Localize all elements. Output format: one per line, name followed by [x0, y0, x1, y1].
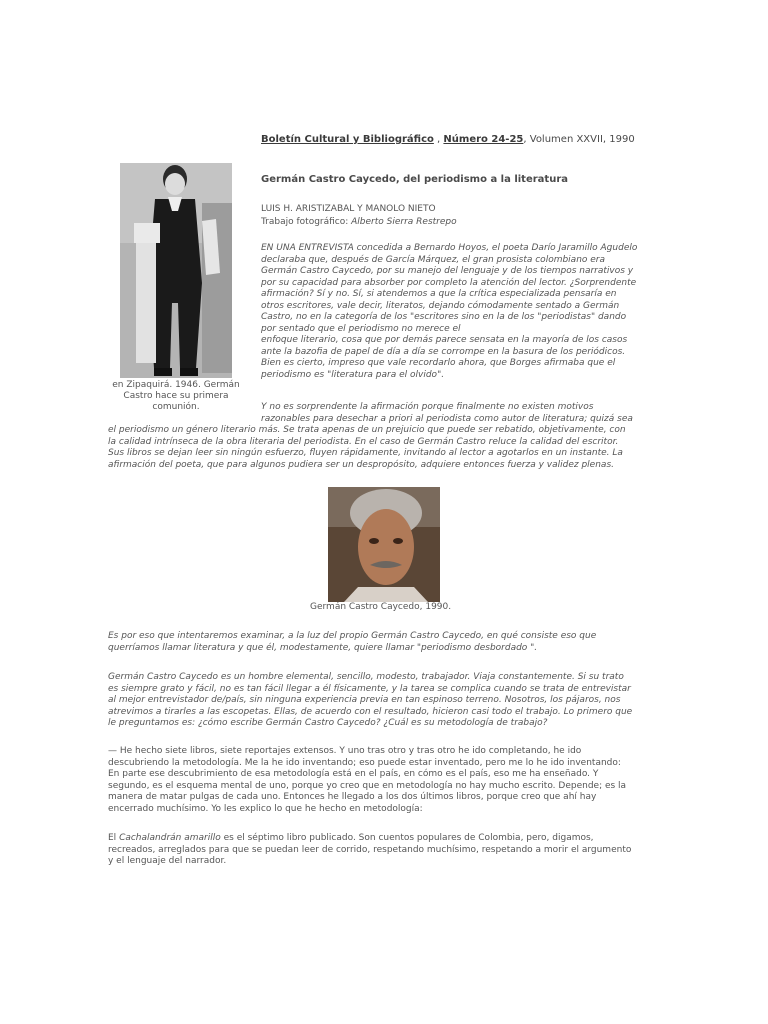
- paragraph-5: [108, 746, 626, 815]
- portrait-caption: Germán Castro Caycedo, 1990.: [310, 602, 452, 612]
- paragraph-6-line: y el lenguaje del narrador.: [108, 856, 227, 866]
- paragraph-6-line: recreados, arreglados para que se puedan leer de corrido, respetando muchísimo, respetando a morir el argumento: [108, 844, 632, 855]
- paragraph-2-line: razonables para desechar a priori al periodista como autor de literatura; quizá sea: [261, 413, 633, 424]
- portrait-photo-image: [328, 487, 440, 602]
- paragraph-1-line: periodismo es "literatura para el olvido".: [261, 369, 445, 380]
- paragraph-2-line: la calidad intrínseca de la obra literaria del periodista. En el caso de Germán Castro reluce la calidad del escritor.: [108, 436, 619, 447]
- paragraph-3-line: Es por eso que intentaremos examinar, a la luz del propio Germán Castro Caycedo, en qué consiste eso que: [108, 631, 597, 641]
- paragraph-5-line: descubriendo la metodología. Me la he ido inventando; eso puede estar inventado, pero me lo he ido inventando:: [108, 757, 621, 768]
- article-title: Germán Castro Caycedo, del periodismo a la literatura: [261, 174, 569, 185]
- paragraph-1-line: Germán Castro Caycedo, por su manejo del lenguaje y de los tiempos narrativos y: [261, 266, 634, 276]
- paragraph-3-line: querríamos llamar literatura y que él, modestamente, quiere llamar "periodismo desbordado ".: [108, 642, 538, 653]
- paragraph-3: [108, 631, 596, 654]
- photo-credit: [261, 216, 457, 229]
- paragraph-2-rest: [108, 425, 626, 471]
- photo-credit-label: Trabajo fotográfico:: [261, 217, 352, 227]
- publication-header: [261, 134, 635, 145]
- paragraph-4-line: atrevimos a tirarles a las escopetas. Ellas, de acuerdo con el resultado, hicieron casi todo el trabajo. Lo primero que: [108, 706, 633, 717]
- paragraph-2-line: Y no es sorprendente la afirmación porque finalmente no existen motivos: [261, 402, 594, 412]
- header-separator: ,: [433, 134, 444, 145]
- paragraph-2-line: afirmación del poeta, que para algunos pudiera ser un despropósito, adquiere entonces fuerza y validez plenas.: [108, 459, 614, 470]
- paragraph-1-line: por su capacidad para absorber por completo la atención del lector. ¿Sorprendente: [261, 277, 637, 288]
- paragraph-1-line: ante la bazofia de papel de día a día se corrompe en la basura de los periódicos.: [261, 346, 626, 357]
- photo-credit-name: Alberto Sierra Restrepo: [351, 217, 457, 227]
- paragraph-4-line: es siempre grato y fácil, no es tan fácil llegar a él físicamente, y la tarea se complica cuando se trata de entrevistar: [108, 683, 631, 694]
- communion-photo-image: [120, 163, 232, 378]
- book-title: Cachalandrán amarillo: [119, 833, 221, 843]
- paragraph-1-line: declaraba que, después de García Márquez, el gran prosista colombiano era: [261, 254, 606, 265]
- issue-link[interactable]: Número 24-25: [443, 134, 524, 145]
- paragraph-6-line: [108, 833, 631, 845]
- paragraph-1-line: afirmación? Sí y no. Sí, si atendemos a que la crítica especializada pensaría en: [261, 289, 617, 299]
- paragraph-4: [108, 672, 632, 730]
- paragraph-5-line: En parte ese descubrimiento de esa metodología está en el país, en cómo es el país, eso me ha enseñado. Y: [108, 769, 599, 779]
- publication-link[interactable]: Boletín Cultural y Bibliográfico: [261, 134, 434, 145]
- communion-photo-caption: en Zipaquirá. 1946. Germán Castro hace su primera comunión.: [112, 380, 240, 412]
- communion-photo: [120, 163, 232, 378]
- authors: LUIS H. ARISTIZABAL Y MANOLO NIETO: [261, 204, 436, 214]
- paragraph-5-line: manera de matar pulgas de cada uno. Entonces he llegado a los dos últimos libros, porque creo que ahí hay: [108, 792, 597, 802]
- paragraph-6-rest: es el séptimo libro publicado. Son cuentos populares de Colombia, pero, digamos,: [220, 833, 594, 843]
- paragraph-5-line: — He hecho siete libros, siete reportajes extensos. Y uno tras otro y tras otro he ido completando, he ido: [108, 746, 582, 756]
- paragraph-5-line: encerrado muchísimo. Yo les explico lo que he hecho en metodología:: [108, 803, 423, 814]
- paragraph-4-line: Germán Castro Caycedo es un hombre elemental, sencillo, modesto, trabajador. Viaja constantemente. Si su trato: [108, 672, 624, 682]
- paragraph-4-line: al mejor entrevistador de/país, sin ninguna experiencia previa en tan espinoso terreno. Nosotros, los pájaros, nos: [108, 695, 621, 705]
- paragraph-1-line: enfoque literario, cosa que por demás parece sensata en la mayoría de los casos: [261, 335, 628, 345]
- paragraph-6-prefix: El: [108, 833, 120, 843]
- paragraph-1-line: Bien es cierto, impreso que vale recordarlo ahora, que Borges afirmaba que el: [261, 358, 616, 368]
- paragraph-1-line: otros escritores, vale decir, literatos, dejando cómodamente sentado a Germán: [261, 300, 620, 311]
- paragraph-2-start: [261, 402, 633, 425]
- paragraph-6: [108, 833, 631, 868]
- paragraph-4-line: le preguntamos es: ¿cómo escribe Germán Castro Caycedo? ¿Cuál es su metodología de trabajo?: [108, 718, 548, 728]
- portrait-photo: [328, 487, 440, 602]
- paragraph-1-line: Castro, no en la categoría de los "escritores sino en la de los "periodistas" dando: [261, 312, 627, 322]
- paragraph-2-line: el periodismo un género literario más. Se trata apenas de un prejuicio que puede ser rebatido, objetivamente, con: [108, 425, 626, 435]
- paragraph-2-line: Sus libros se dejan leer sin ningún esfuerzo, fluyen rápidamente, invitando al lector a agotarlos en un instante. La: [108, 448, 623, 458]
- byline: [261, 203, 457, 229]
- paragraph-1-line: EN UNA ENTREVISTA concedida a Bernardo Hoyos, el poeta Darío Jaramillo Agudelo: [261, 243, 638, 253]
- paragraph-5-line: segundo, es el esquema mental de uno, porque yo creo que en metodología no hay mucho escrito. Depende; es la: [108, 780, 627, 791]
- paragraph-1-line: por sentado que el periodismo no merece el: [261, 323, 461, 334]
- volume-text: , Volumen XXVII, 1990: [523, 134, 635, 145]
- paragraph-1: [261, 243, 637, 381]
